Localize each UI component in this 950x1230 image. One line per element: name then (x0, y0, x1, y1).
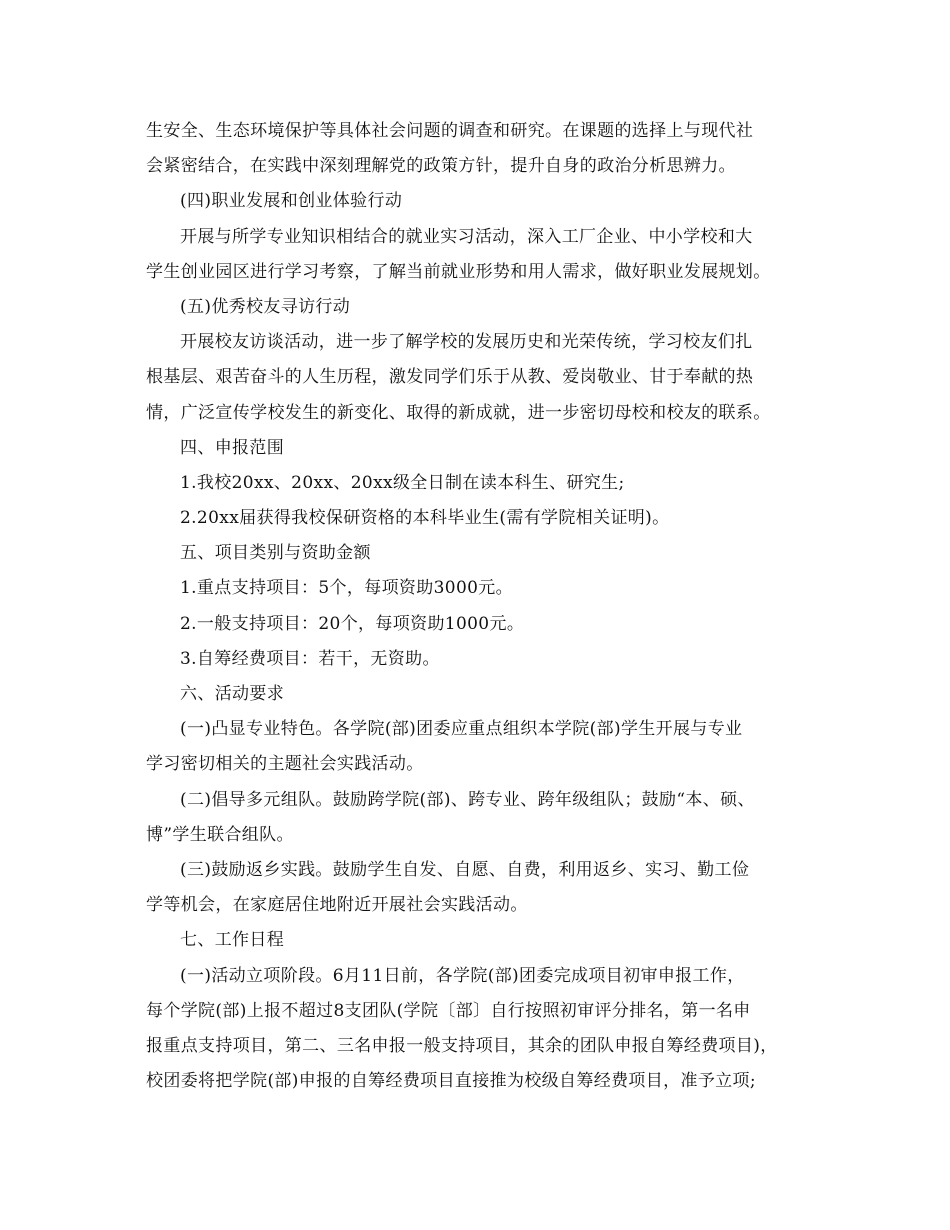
text-line: 学生创业园区进行学习考察，了解当前就业形势和用人需求，做好职业发展规划。 (146, 261, 771, 282)
text-line: 博”学生联合组队。 (146, 824, 294, 845)
text-line: 会紧密结合，在实践中深刻理解党的政策方针，提升自身的政治分析思辨力。 (146, 156, 736, 177)
text-line: (二)倡导多元组队。鼓励跨学院(部)、跨专业、跨年级组队；鼓励“本、硕、 (180, 789, 755, 810)
section-heading: 四、申报范围 (180, 437, 285, 458)
document-body (146, 114, 812, 1099)
list-item: 1.重点支持项目：5个，每项资助3000元。 (180, 578, 513, 599)
text-line: 情，广泛宣传学校发生的新变化、取得的新成就，进一步密切母校和校友的联系。 (146, 402, 771, 423)
section-heading: 五、项目类别与资助金额 (180, 543, 371, 564)
text-line: (三)鼓励返乡实践。鼓励学生自发、自愿、自费，利用返乡、实习、勤工俭 (180, 859, 750, 880)
text-line: 校团委将把学院(部)申报的自筹经费项目直接推为校级自筹经费项目，准予立项; (146, 1071, 756, 1092)
list-item: 1.我校20xx、20xx、20xx级全日制在读本科生、研究生; (180, 472, 625, 493)
section-heading: (五)优秀校友寻访行动 (180, 296, 351, 317)
text-line: 开展校友访谈活动，进一步了解学校的发展历史和光荣传统，学习校友们扎 (180, 332, 753, 353)
text-line: 每个学院(部)上报不超过8支团队(学院〔部〕自行按照初审评分排名，第一名申 (146, 1000, 751, 1021)
section-heading: (四)职业发展和创业体验行动 (180, 191, 403, 212)
text-line: 学习密切相关的主题社会实践活动。 (146, 754, 424, 775)
text-line: (一)凸显专业特色。各学院(部)团委应重点组织本学院(部)学生开展与专业 (180, 719, 743, 740)
list-item: 3.自筹经费项目：若干，无资助。 (180, 648, 440, 669)
text-line: 生安全、生态环境保护等具体社会问题的调查和研究。在课题的选择上与现代社 (146, 121, 754, 141)
text-line: 根基层、艰苦奋斗的人生历程，激发同学们乐于从教、爱岗敬业、甘于奉献的热 (146, 367, 754, 388)
text-line: 开展与所学专业知识相结合的就业实习活动，深入工厂企业、中小学校和大 (180, 226, 753, 247)
text-line: (一)活动立项阶段。6月11日前，各学院(部)团委完成项目初审申报工作， (180, 965, 745, 986)
section-heading: 七、工作日程 (180, 930, 285, 951)
list-item: 2.20xx届获得我校保研资格的本科毕业生(需有学院相关证明)。 (180, 508, 670, 529)
text-line: 学等机会，在家庭居住地附近开展社会实践活动。 (146, 895, 528, 916)
section-heading: 六、活动要求 (180, 684, 285, 704)
list-item: 2.一般支持项目：20个，每项资助1000元。 (180, 613, 525, 634)
text-line: 报重点支持项目，第二、三名申报一般支持项目，其余的团队申报自筹经费项目)， (146, 1035, 778, 1056)
